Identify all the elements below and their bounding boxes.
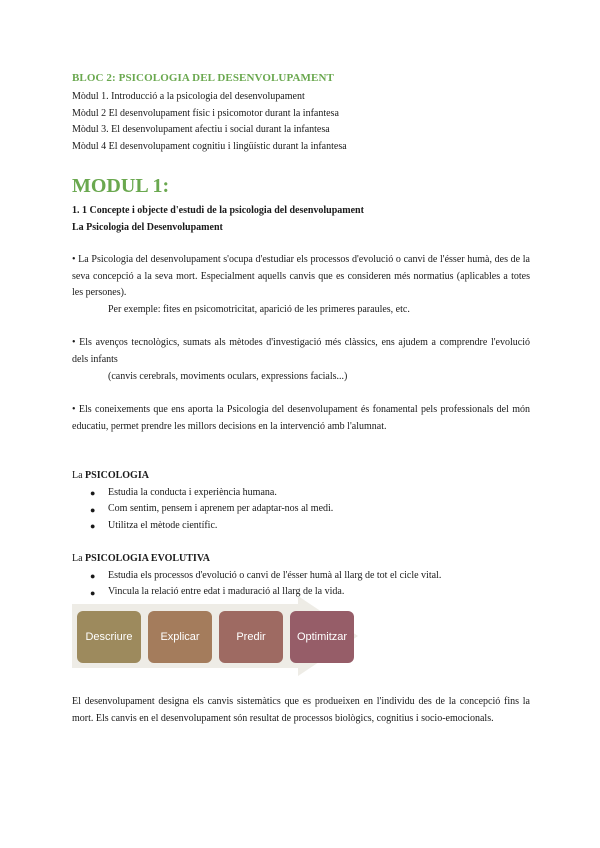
evolutiva-item-2: Vincula la relació entre edat i maduració al llarg de la vida. [108,586,345,597]
paragraph-2-example: (canvis cerebrals, moviments oculars, expressions facials...) [108,371,348,382]
evolutiva-heading [72,551,210,568]
module-list-item-3: Mòdul 3. El desenvolupament afectiu i social durant la infantesa [72,124,330,135]
psicologia-item-3: Utilitza el mètode científic. [108,519,218,531]
psicologia-item-2: Com sentim, pensem i aprenem per adaptar-nos al medi. [108,503,334,514]
bullet-icon: ● [90,488,96,498]
paragraph-2: • Els avenços tecnològics, sumats als mètodes d'investigació més clàssics, ens ajudem a comprendre l'evolució dels infants [72,337,530,365]
evolutiva-prefix: La [72,553,86,564]
process-step-optimize: Optimitzar [290,611,354,663]
bullet-icon: ● [90,521,96,531]
process-step-describe: Descriure [77,611,141,663]
process-step-explain: Explicar [148,611,212,663]
paragraph-1-example: Per exemple: fites en psicomotricitat, aparició de les primeres paraules, etc. [108,304,410,315]
evolutiva-term: PSICOLOGIA EVOLUTIVA [85,553,210,564]
psicologia-heading [72,468,149,485]
paragraph-1: • La Psicologia del desenvolupament s'ocupa d'estudiar els processos d'evolució o canvi de l'ésser humà, des de la seva concepció a la seva mort. Especialment aquells canvis que es consideren més normatius (aplicables a totes les persones). [72,254,530,298]
section-heading: 1. 1 Concepte i objecte d'estudi de la psicologia del desenvolupament [72,205,364,216]
process-step-predict: Predir [219,611,283,663]
closing-paragraph: El desenvolupament designa els canvis sistemàtics que es produeixen en l'individu des de la concepció fins la mort. Els canvis en el desenvolupament són resultat de processos biològics, cognitius i socio-emocionals. [72,696,530,724]
section-subtitle: La Psicologia del Desenvolupament [72,221,223,233]
modul-title: MODUL 1: [72,175,170,197]
bullet-icon: ● [90,571,96,581]
paragraph-3: • Els coneixements que ens aporta la Psicologia del desenvolupament és fonamental pels professionals del món educatiu, permet prendre les millors decisions en la intervenció amb l'alumnat. [72,404,530,432]
psicologia-prefix: La [72,470,86,481]
psicologia-term: PSICOLOGIA [85,470,149,481]
bloc-title: BLOC 2: PSICOLOGIA DEL DESENVOLUPAMENT [72,72,334,84]
evolutiva-item-1: Estudia els processos d'evolució o canvi de l'ésser humà al llarg de tot el cicle vital. [108,569,442,581]
bullet-icon: ● [90,587,96,598]
module-list-item-2: Mòdul 2 El desenvolupament físic i psicomotor durant la infantesa [72,107,339,119]
bullet-icon: ● [90,504,96,515]
module-list-item-1: Mòdul 1. Introducció a la psicologia del desenvolupament [72,91,305,102]
module-list-item-4: Mòdul 4 El desenvolupament cognitiu i lingüístic durant la infantesa [72,140,347,152]
psicologia-item-1: Estudia la conducta i experiència humana. [108,486,277,498]
